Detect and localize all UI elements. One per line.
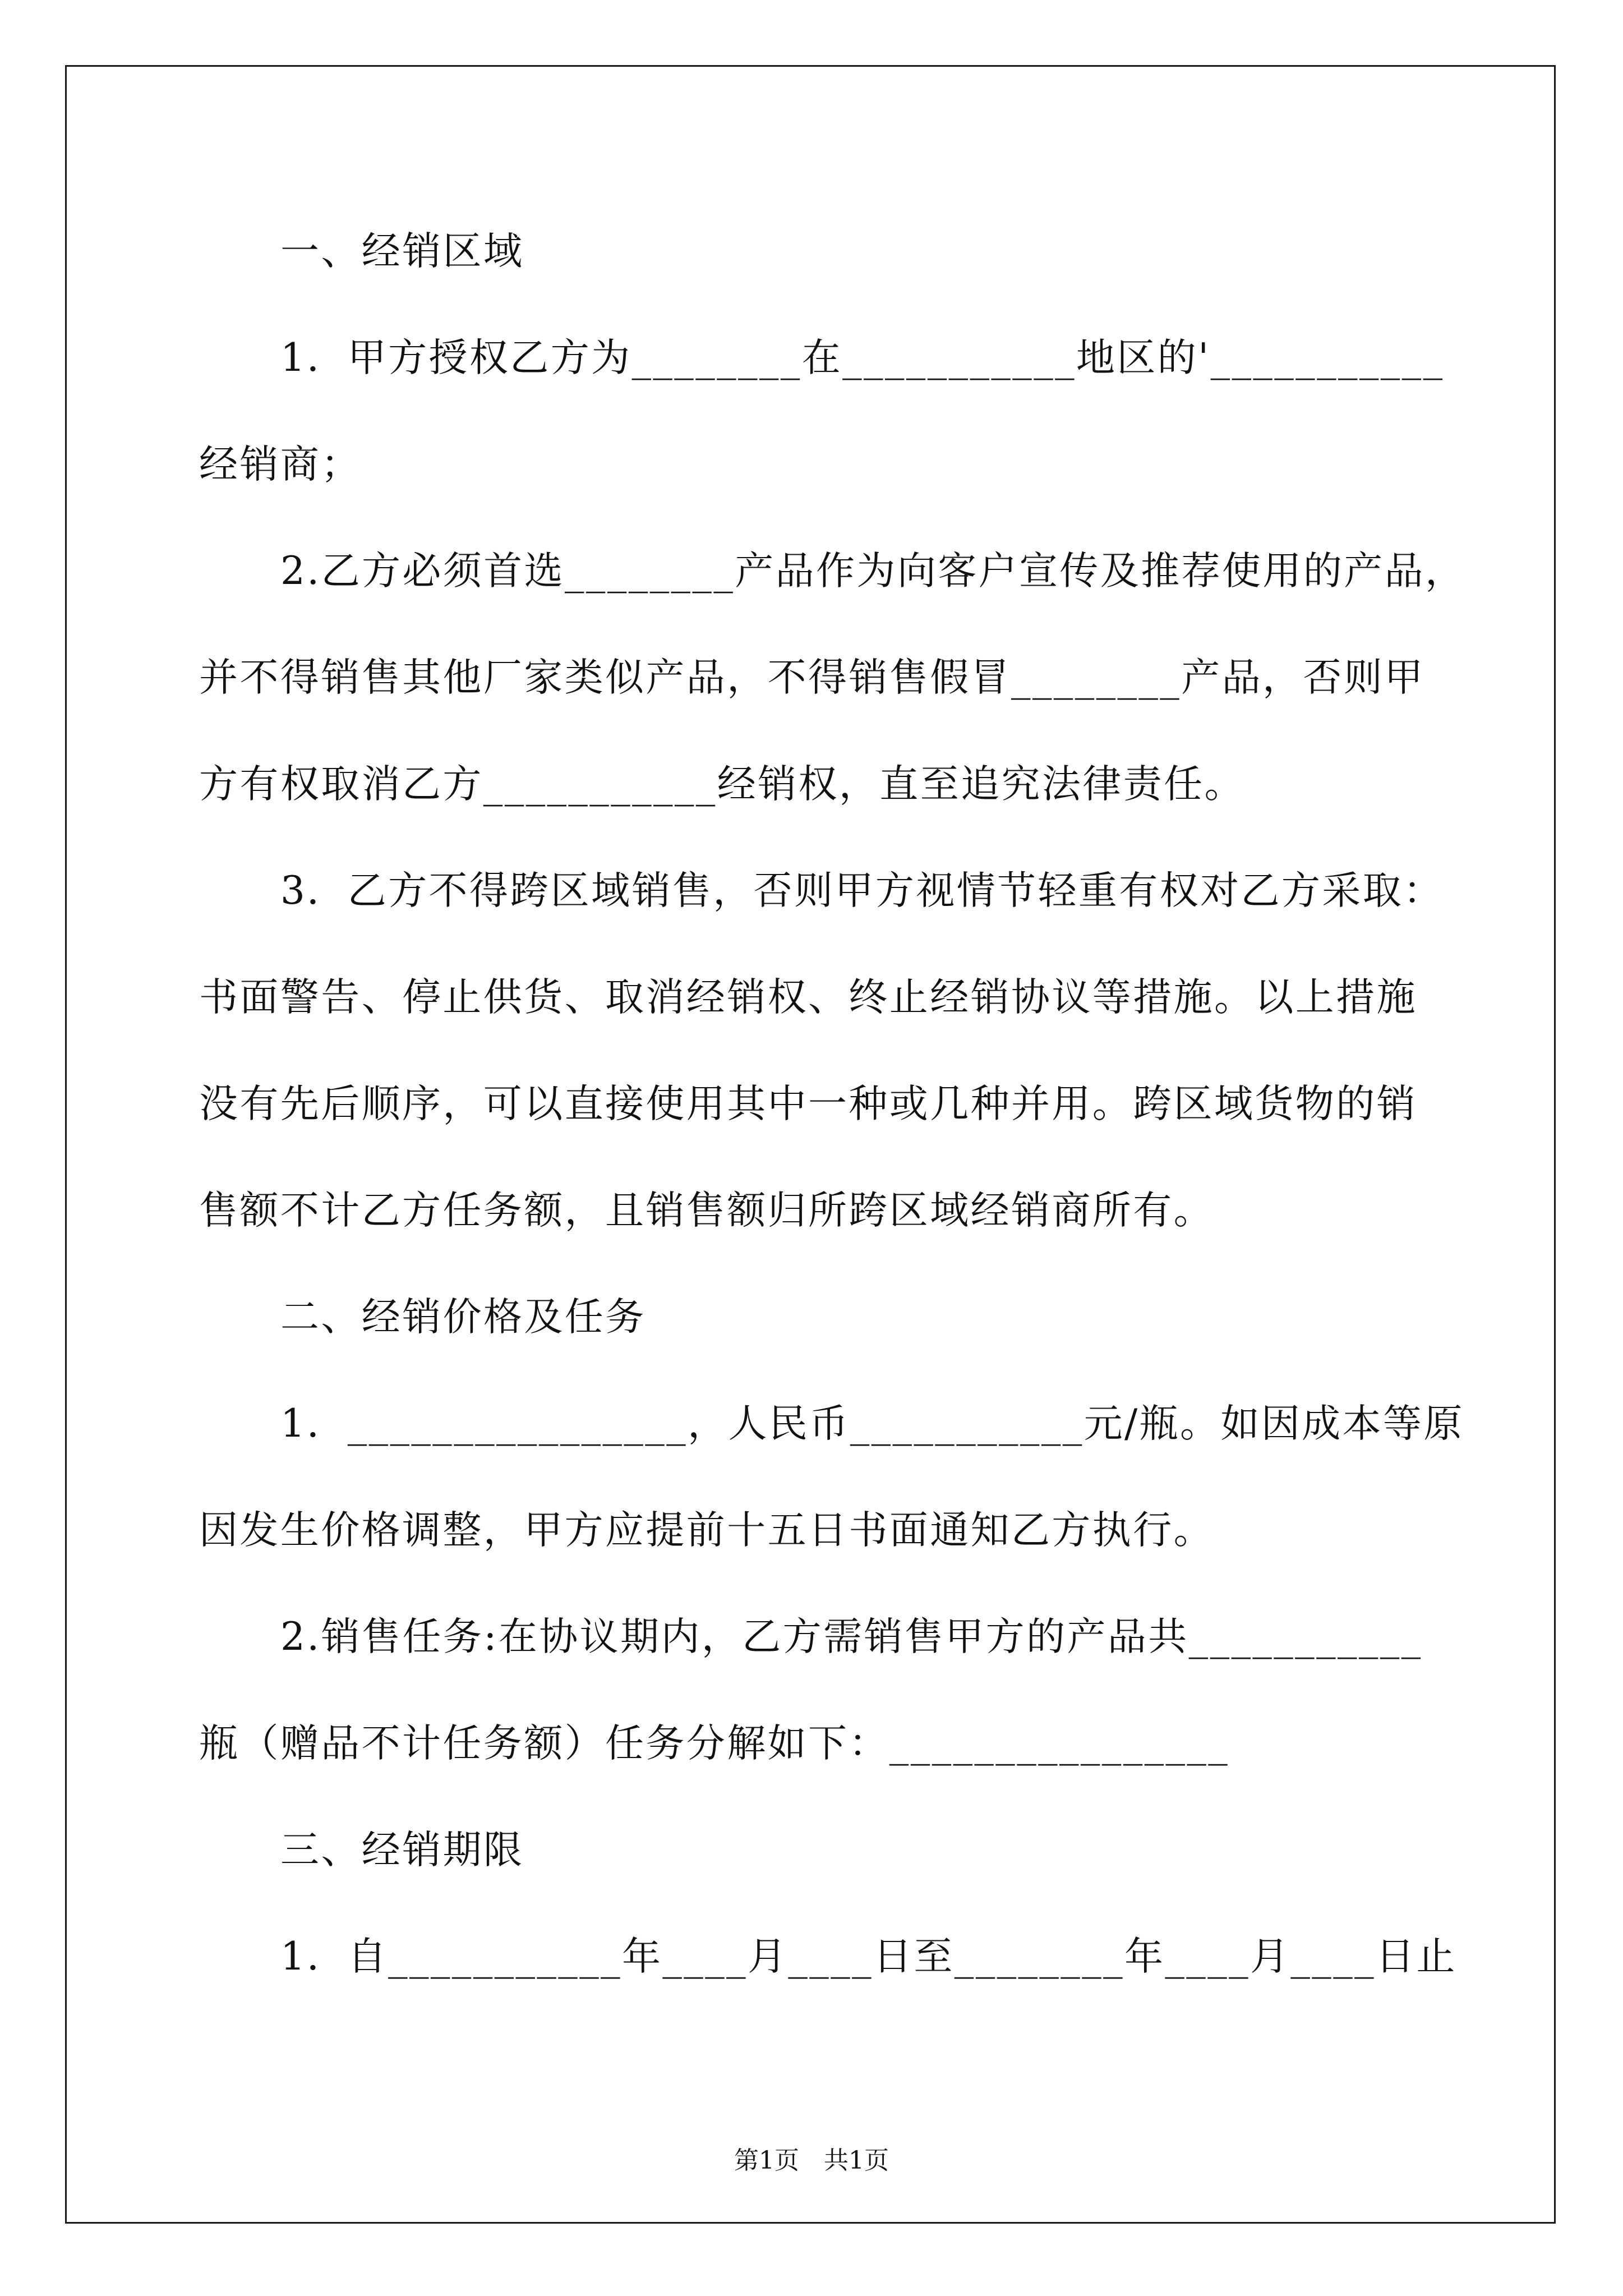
paragraph-line: 1．________________，人民币___________元/瓶。如因成本等原 bbox=[280, 1401, 1464, 1446]
section-heading-3: 三、经销期限 bbox=[280, 1828, 524, 1872]
paragraph-line: 瓶（赠品不计任务额）任务分解如下：________________ bbox=[199, 1721, 1230, 1766]
page-border bbox=[65, 65, 1556, 2224]
paragraph-line: 经销商； bbox=[199, 442, 362, 487]
paragraph-line: 书面警告、停止供货、取消经销权、终止经销协议等措施。以上措施 bbox=[199, 975, 1417, 1020]
paragraph-line: 1．甲方授权乙方为________在___________地区的'___________ bbox=[280, 335, 1445, 380]
paragraph-line: 1．自___________年____月____日至________年____月____日止 bbox=[280, 1934, 1457, 1979]
section-heading-1: 一、经销区域 bbox=[280, 229, 524, 274]
paragraph-line: 2.乙方必须首选________产品作为向客户宣传及推荐使用的产品， bbox=[280, 549, 1466, 593]
paragraph-line: 3．乙方不得跨区域销售，否则甲方视情节轻重有权对乙方采取： bbox=[280, 868, 1444, 913]
paragraph-line: 方有权取消乙方___________经销权，直至追究法律责任。 bbox=[199, 762, 1245, 807]
paragraph-line: 并不得销售其他厂家类似产品，不得销售假冒________产品，否则甲 bbox=[199, 655, 1425, 700]
section-heading-2: 二、经销价格及任务 bbox=[280, 1295, 646, 1340]
paragraph-line: 售额不计乙方任务额，且销售额归所跨区域经销商所有。 bbox=[199, 1188, 1214, 1233]
paragraph-line: 没有先后顺序，可以直接使用其中一种或几种并用。跨区域货物的销 bbox=[199, 1082, 1417, 1126]
page-number-footer: 第1页 共1页 bbox=[734, 2146, 889, 2175]
paragraph-line: 2.销售任务:在协议期内，乙方需销售甲方的产品共___________ bbox=[280, 1614, 1423, 1659]
paragraph-line: 因发生价格调整，甲方应提前十五日书面通知乙方执行。 bbox=[199, 1508, 1214, 1553]
